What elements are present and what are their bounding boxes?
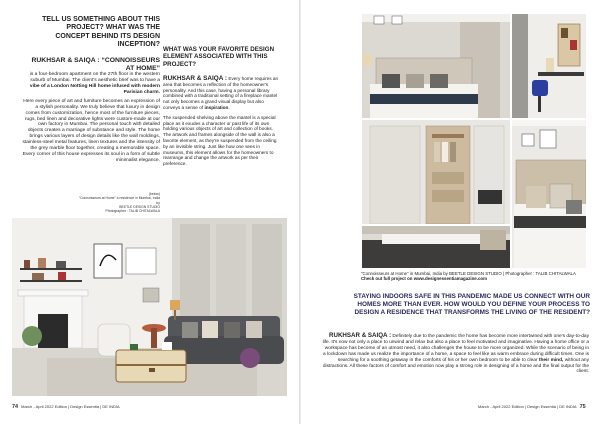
bedroom-wide-photo [362,226,510,268]
bedroom-wide-illustration [362,226,510,268]
wardrobe-illustration [362,120,510,224]
footer-right-text: March - April 2022 Edition | Design Essentia | DE INDIA [478,404,577,409]
answer-2-p2: The suspended shelving above the mantel is a special place as it exudes a character or past life of its own holding various objects of art and collection of books. The artwork and frames alongside of the wall is also a favorite element, as they're suspended from the ceiling by an invisible string. Just like how one sees in museums, this element allows for the homeowners to rearrange and change the artwork as per their preference. [163,114,277,167]
footer-left [12,404,120,410]
answer-1-p2: Here every piece of art and furniture becomes an expression of a stylish personality. We truly believe that luxury in design comes from customization, hence most of the furniture pieces, rugs, bed linen and decorative lights were custom-made at our own factory in Mumbai. The personal touch with detailed objects creates a marriage of substance and style. The home brings various layers of design details like the wall moldings, stainless-steel metal features, linen textures and the intensity of the grey marble floor together, creating a memorable space. Every corner of this house expresses its soul in a form of subtle minimalist elegance. [22,98,160,163]
question-3: STAYING INDOORS SAFE IN THIS PANDEMIC MADE US CONNECT WITH OUR HOMES MORE THAN EVER. HOW WOULD YOU DEFINE YOUR PROCESS TO DESIGN A RESIDENCE THAT TRANSFORMS THE LIVING OF THE RESIDENT? [353,293,590,316]
footer-right [478,404,586,410]
answer-3 [321,333,589,375]
caption-line: Photographer : TALIB CHITALWALA [105,209,160,214]
living-room-illustration [12,218,287,396]
answer-2-lead: RUKHSAR & SAIQA : [163,75,228,82]
answer-3-p1a: Definitely due to the pandemic the home has become more intertwined with one's day-to-day life. It's now not only a place to unwind and relax but also a place to feel motivated and imaginative. Having a home office or a workspace has become of an utmost need, it also challenges the house to be more organized. While the scenario of being in a lockdown has made us realize the importance of a home, a space to feel like as warm embrace during difficult times. One is searching for a soothing getaway in the comforts of his or her own bedroom to be able to clear [322,334,589,363]
answer-1-p1b: vibe of a London Notting Hill home infused with modern Parisian charm. [29,84,160,95]
question-2: WHAT WAS YOUR FAVORITE DESIGN ELEMENT ASSOCIATED WITH THIS PROJECT? [163,46,275,68]
answer-1-p1a: is a four-bedroom apartment on the 27th floor in the western suburb of Mumbai. The client's aesthetic brief was to have a [29,72,160,84]
answer-2-p1a: Every home requires an area that becomes a reflection of the homeowner's personality. And this case, having a personal library combined with a traditional setting of a fireplace mantel not only becomes a grand visual display but also conveys a sense of [163,76,279,110]
caption-link-text: Check out full project on www.designessentiamagazine.com [361,276,487,282]
answer-3-p1b: their mind, [538,357,564,363]
master-bedroom-photo [512,120,586,268]
page-gutter [299,0,301,424]
answer-2: RUKHSAR & SAIQA : Every home requires an area that becomes a reflection of the homeowner's personality. And this case, having a personal library combined with a traditional setting of a fireplace mantel not only becomes a grand visual display but also conveys a sense of inspiration. The suspended shelving above the mantel is a special place as it exudes a character or past life of its own holding various objects of art and collection of books. The artwork and frames alongside of the wall is also a favorite element, as they're suspended from the ceiling by an invisible string. Just like how one sees in museums, this element allows for the homeowners to rearrange and change the artwork as per their preference. [163,76,281,171]
study-photo [512,14,586,118]
caption-link [361,276,587,281]
master-bedroom-illustration [512,120,586,268]
photo-caption-left [78,192,160,213]
living-room-photo [12,218,287,396]
wardrobe-photo [362,120,510,224]
caption-line: BEETLE DESIGN STUDIO [119,204,160,209]
footer-left-text: March - April 2022 Edition | Design Essentia | DE INDIA [21,404,120,409]
page-number-left: 74 [12,404,19,410]
caption-line: (below) [148,192,160,196]
caption-credit: “Connoisseurs at Home” in Mumbai, India by BEETLE DESIGN STUDIO | Photographer : TALIB CHITALWALA [361,271,576,276]
answer-1 [22,57,160,164]
bedroom-top-illustration [362,14,510,118]
caption-line: “Connoisseurs at Home” a residence in Mumbai, India by [78,196,160,205]
question-1: TELL US SOMETHING ABOUT THIS PROJECT? WHAT WAS THE CONCEPT BEHIND ITS DESIGN INCEPTION? [42,16,160,49]
answer-3-lead: RUKHSAR & SAIQA : [329,332,392,339]
bedroom-photo-top [362,14,510,118]
study-illustration [512,14,586,118]
answer-1-lead: RUKHSAR & SAIQA : “CONNOISSEURS AT HOME” [31,57,160,72]
page-number-right: 75 [579,404,586,410]
answer-3-p1c: without any distractions. All these factors of comfort and emotion now play a strong role in designing of a home and the final output for the client. [322,357,589,375]
photo-caption-right [361,271,587,282]
answer-2-p1b: inspiration [204,104,229,110]
